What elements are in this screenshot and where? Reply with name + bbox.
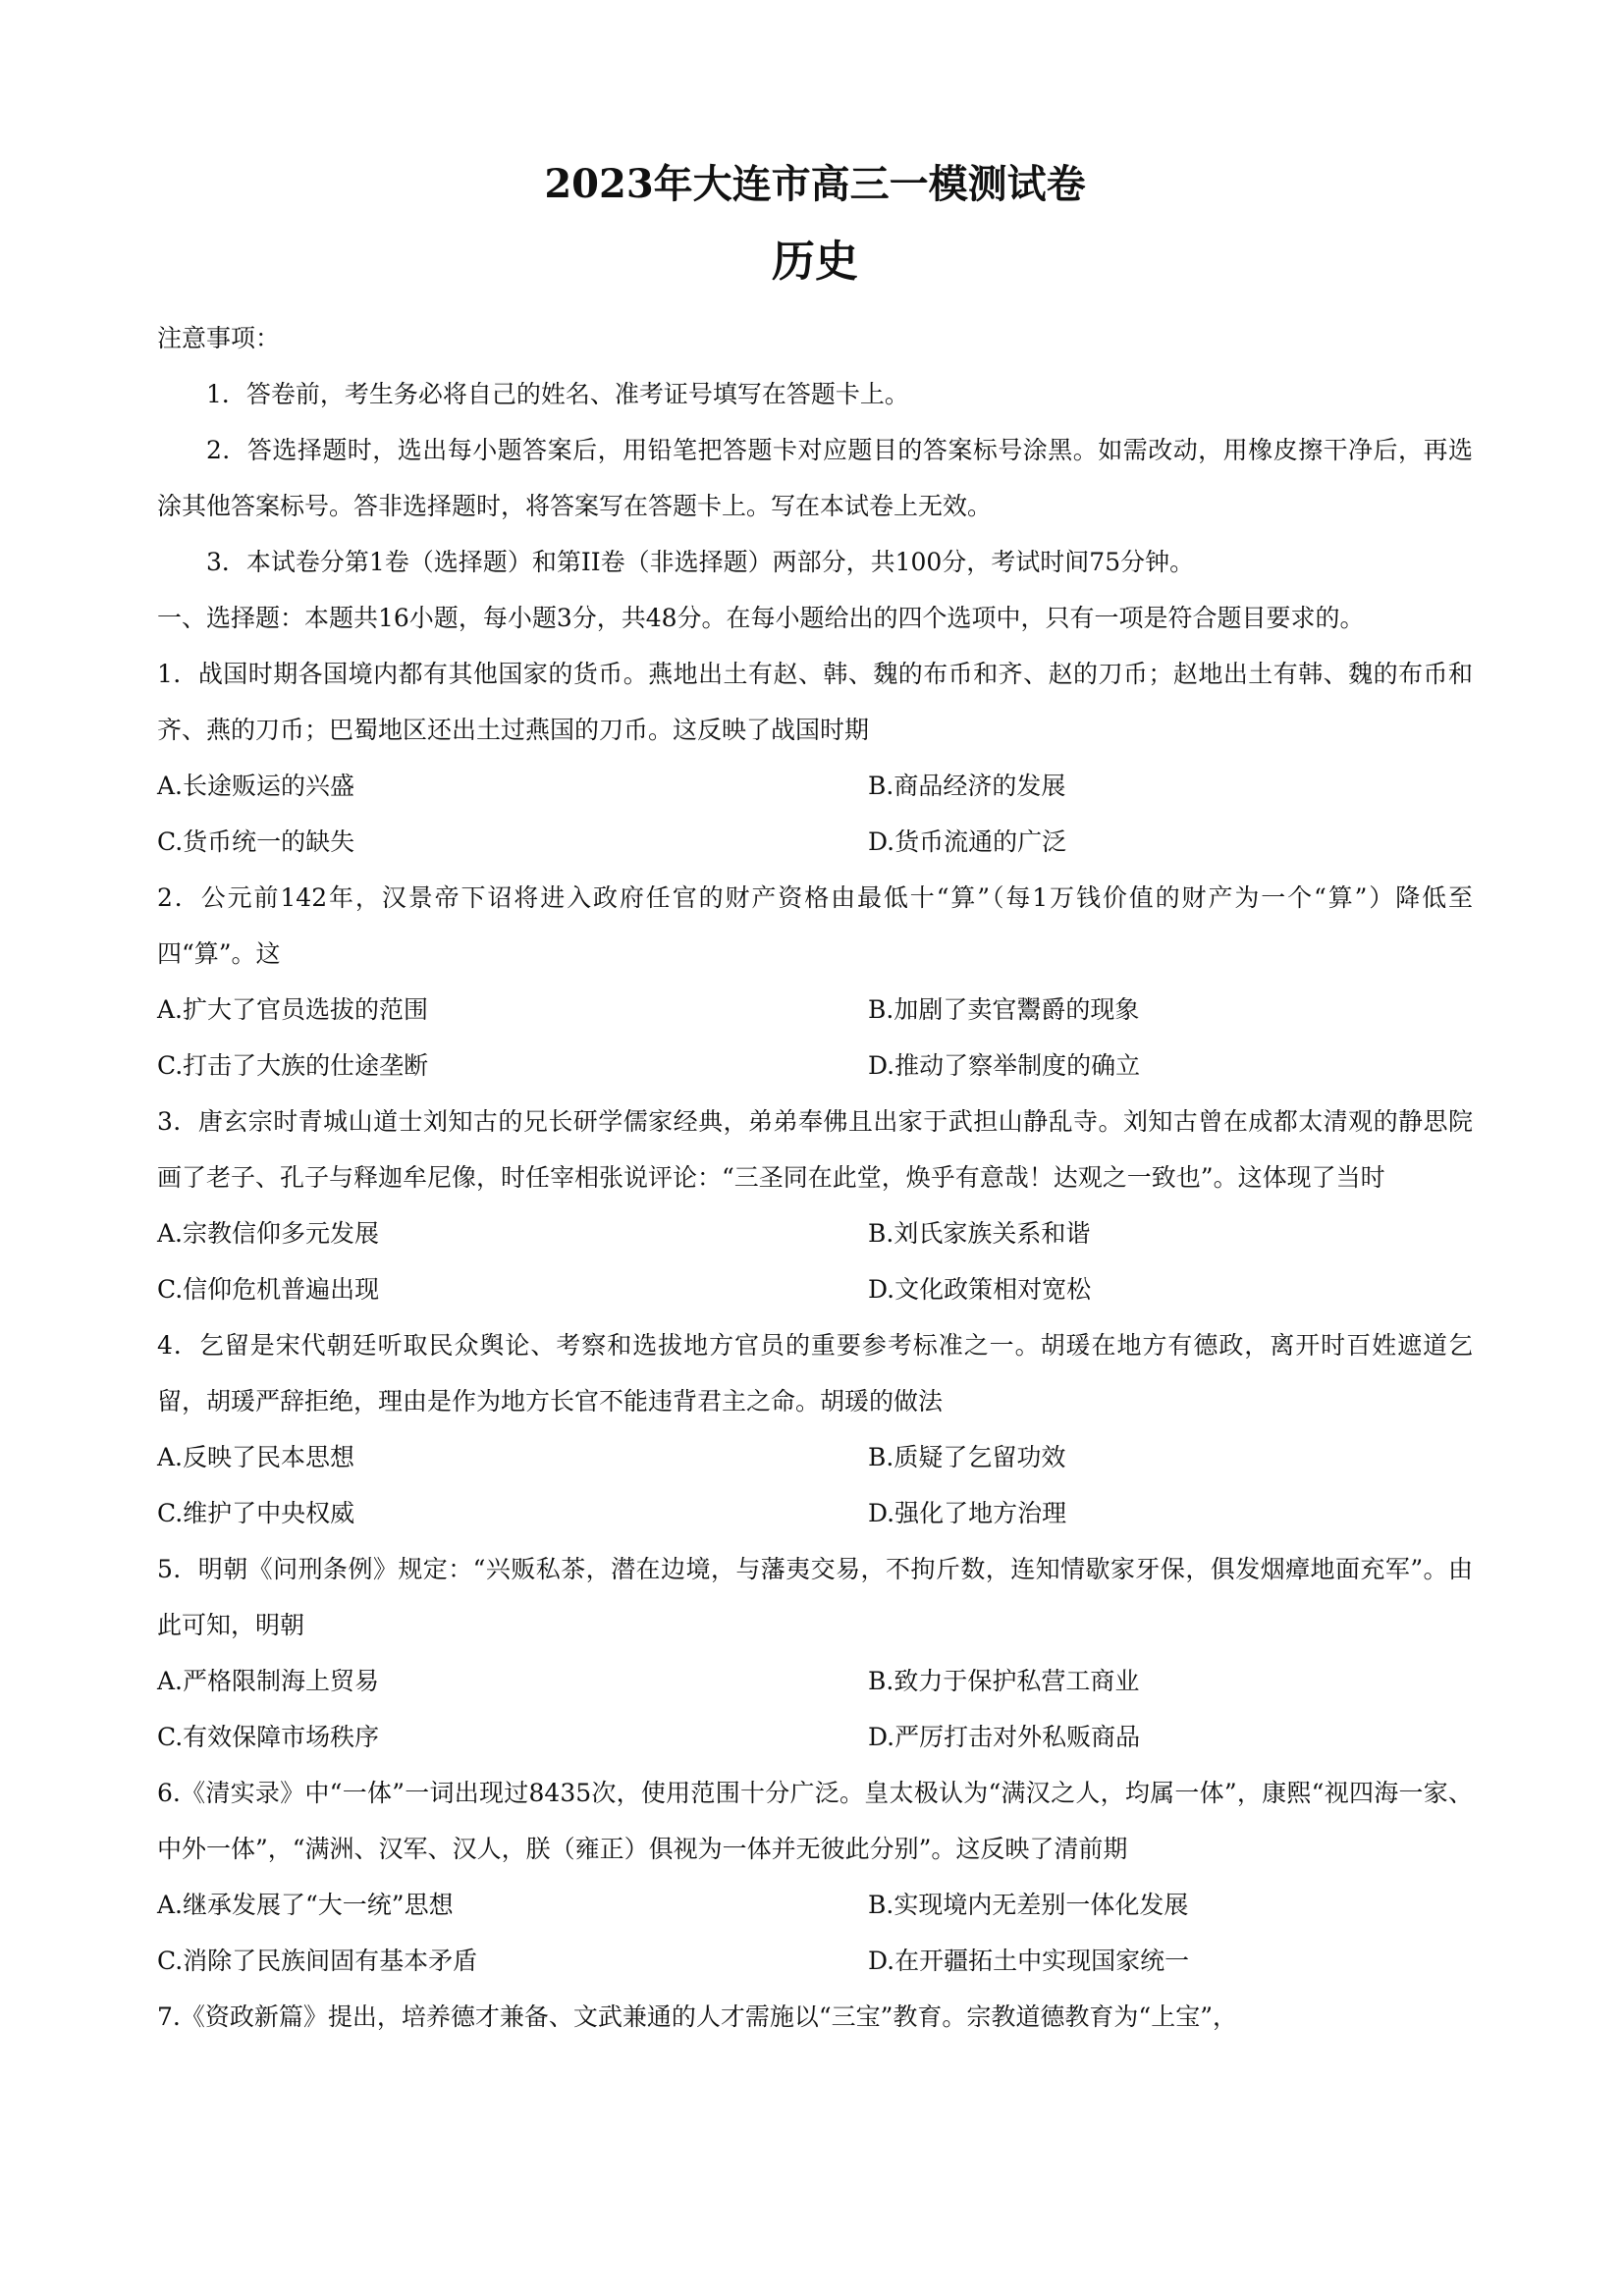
option-a: A.严格限制海上贸易 [157, 1667, 380, 1695]
option-b: B.刘氏家族关系和谐 [868, 1219, 1091, 1248]
option-c: C.信仰危机普遍出现 [157, 1275, 380, 1304]
option-a: A.继承发展了“大一统”思想 [157, 1891, 454, 1919]
note-item: 3．本试卷分第1卷（选择题）和第II卷（非选择题）两部分，共100分，考试时间75分钟。 [206, 548, 1195, 576]
option-a: A.宗教信仰多元发展 [157, 1219, 380, 1248]
question-5 [157, 1541, 1473, 1765]
option-c: C.打击了大族的仕途垄断 [157, 1051, 429, 1080]
option-a: A.反映了民本思想 [157, 1443, 355, 1471]
option-d: D.强化了地方治理 [868, 1499, 1067, 1527]
option-c: C.消除了民族间固有基本矛盾 [157, 1947, 478, 1975]
question-6 [157, 1765, 1473, 1989]
option-c: C.维护了中央权威 [157, 1499, 355, 1527]
option-d: D.在开疆拓土中实现国家统一 [868, 1947, 1190, 1975]
question-4 [157, 1317, 1473, 1541]
option-b: B.质疑了乞留功效 [868, 1443, 1066, 1471]
note-item: 2．答选择题时，选出每小题答案后，用铅笔把答题卡对应题目的答案标号涂黑。如需改动，用橡皮擦干净后，再选涂其他答案标号。答非选择题时，将答案写在答题卡上。写在本试卷上无效。 [157, 436, 1473, 520]
question-stem: 2．公元前142年，汉景帝下诏将进入政府任官的财产资格由最低十“算”（每1万钱价值的财产为一个“算”）降低至四“算”。这 [157, 883, 1473, 968]
answer-options [157, 758, 1473, 870]
answer-options [157, 1653, 1473, 1765]
question-3 [157, 1094, 1473, 1317]
option-b: B.实现境内无差别一体化发展 [868, 1891, 1189, 1919]
question-list [157, 646, 1473, 2045]
question-stem: 1．战国时期各国境内都有其他国家的货币。燕地出土有赵、韩、魏的布币和齐、赵的刀币；赵地出土有韩、魏的布币和齐、燕的刀币；巴蜀地区还出土过燕国的刀币。这反映了战国时期 [157, 660, 1473, 744]
option-b: B.商品经济的发展 [868, 772, 1066, 800]
subject-title: 历史 [772, 237, 858, 287]
exam-title: 2023年大连市高三一模测试卷 [544, 161, 1086, 207]
option-b: B.加剧了卖官鬻爵的现象 [868, 995, 1140, 1024]
option-c: C.有效保障市场秩序 [157, 1723, 380, 1751]
question-1 [157, 646, 1473, 870]
question-7 [157, 1989, 1473, 2045]
option-d: D.货币流通的广泛 [868, 828, 1067, 856]
option-a: A.长途贩运的兴盛 [157, 772, 355, 800]
option-c: C.货币统一的缺失 [157, 828, 355, 856]
question-2 [157, 870, 1473, 1094]
question-stem: 6.《清实录》中“一体”一词出现过8435次，使用范围十分广泛。皇太极认为“满汉之人，均属一体”，康熙“视四海一家、中外一体”，“满洲、汉军、汉人，朕（雍正）俱视为一体并无彼此分别”。这反映了清前期 [157, 1779, 1473, 1863]
note-item: 1．答卷前，考生务必将自己的姓名、准考证号填写在答题卡上。 [206, 380, 909, 408]
option-d: D.推动了察举制度的确立 [868, 1051, 1141, 1080]
section-heading: 一、选择题：本题共16小题，每小题3分，共48分。在每小题给出的四个选项中，只有一项是符合题目要求的。 [157, 604, 1365, 632]
option-b: B.致力于保护私营工商业 [868, 1667, 1140, 1695]
answer-options [157, 1429, 1473, 1541]
answer-options [157, 1205, 1473, 1317]
option-d: D.严厉打击对外私贩商品 [868, 1723, 1141, 1751]
question-stem: 7.《资政新篇》提出，培养德才兼备、文武兼通的人才需施以“三宝”教育。宗教道德教育为“上宝”， [157, 2002, 1237, 2031]
page-content [157, 157, 1473, 2045]
answer-options [157, 982, 1473, 1094]
question-stem: 3．唐玄宗时青城山道士刘知古的兄长研学儒家经典，弟弟奉佛且出家于武担山静乱寺。刘知古曾在成都太清观的静思院画了老子、孔子与释迦牟尼像，时任宰相张说评论：“三圣同在此堂，焕乎有意哉！达观之一致也”。这体现了当时 [157, 1107, 1473, 1192]
question-stem: 5．明朝《问刑条例》规定：“兴贩私茶，潜在边境，与藩夷交易，不拘斤数，连知情歇家牙保，俱发烟瘴地面充军”。由此可知，明朝 [157, 1555, 1473, 1639]
notes-heading: 注意事项： [157, 324, 281, 352]
option-a: A.扩大了官员选拔的范围 [157, 995, 429, 1024]
question-stem: 4．乞留是宋代朝廷听取民众舆论、考察和选拔地方官员的重要参考标准之一。胡瑗在地方有德政，离开时百姓遮道乞留，胡瑗严辞拒绝，理由是作为地方长官不能违背君主之命。胡瑗的做法 [157, 1331, 1473, 1415]
option-d: D.文化政策相对宽松 [868, 1275, 1092, 1304]
answer-options [157, 1877, 1473, 1989]
